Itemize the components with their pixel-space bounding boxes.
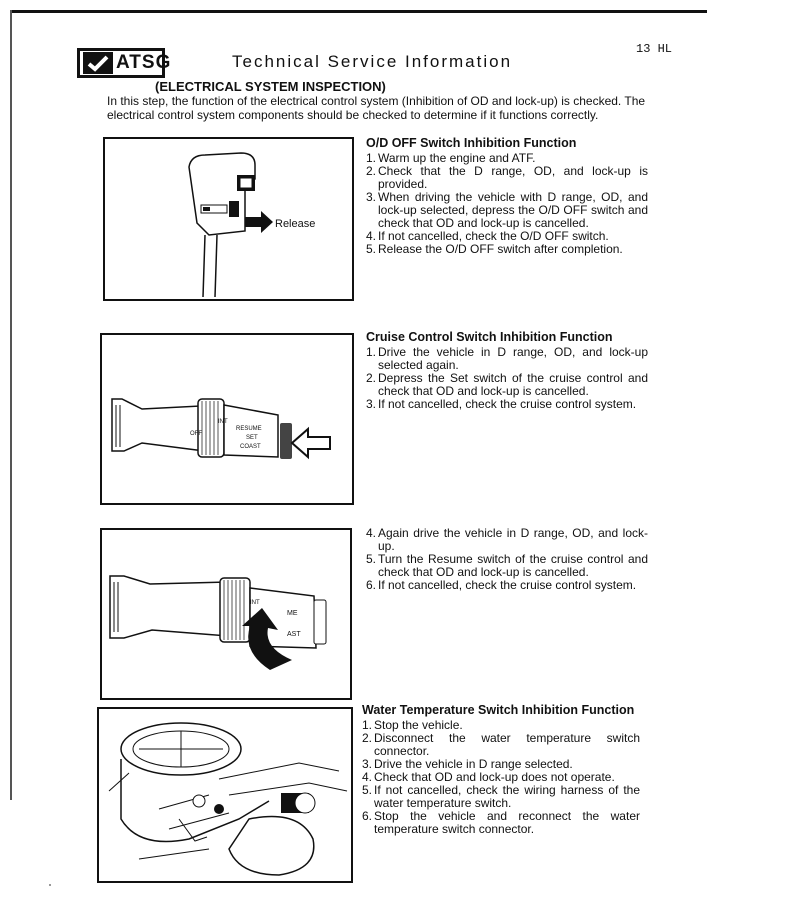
item-text: Stop the vehicle and reconnect the water temperature switch connector. [374,809,640,836]
item-number: 5. [366,552,377,566]
item-text: When driving the vehicle with D range, OD, and lock-up selected, depress the O/D OFF switch and check that OD and lock-up is cancelled. [378,190,648,230]
list-item [366,165,648,191]
list-item [366,579,648,592]
left-rule [10,10,12,800]
item-number: 3. [362,757,373,771]
item-text: Drive the vehicle in D range selected. [374,757,573,771]
item-number: 6. [362,809,373,823]
item-number: 4. [362,770,373,784]
od-off-section [366,137,648,256]
cruise-section [366,331,648,411]
item-text: If not cancelled, check the O/D OFF switch. [378,229,609,243]
cruise-resume-section [366,527,648,592]
cruise2-labels [287,607,301,641]
item-text: Turn the Resume switch of the cruise control and check that OD and lock-up is cancelled. [378,552,648,579]
intro-paragraph: In this step, the function of the electrical control system (Inhibition of OD and lock-up) is checked. The electrical control system components should be checked to determine if it functions correctly. [107,94,646,122]
item-text: If not cancelled, check the cruise control system. [378,578,637,592]
list-item [362,784,640,810]
int-label-2: INT [250,600,260,606]
item-text: Depress the Set switch of the cruise control and check that OD and lock-up is cancelled. [378,371,648,398]
cruise-switch-labels [236,425,262,452]
item-text: If not cancelled, check the cruise control system. [378,397,637,411]
section-title: (ELECTRICAL SYSTEM INSPECTION) [155,79,386,94]
scan-speck [49,884,51,886]
cruise-set-figure [100,333,354,505]
list-item [362,732,640,758]
page-title: Technical Service Information [232,52,513,71]
resume-label: RESUME [236,426,262,432]
int-label: INT [218,419,228,425]
item-number: 1. [362,718,373,732]
list-item [366,243,648,256]
item-number: 2. [366,371,377,385]
item-text: Release the O/D OFF switch after completion. [378,242,623,256]
item-number: 1. [366,345,377,359]
item-number: 4. [366,526,377,540]
list-item [366,346,648,372]
item-text: Drive the vehicle in D range, OD, and lock-up selected again. [378,345,648,372]
top-rule [10,10,707,13]
page-number: 13 HL [636,42,673,56]
logo-text: ATSG [116,52,172,73]
cruise-resume-illustration [102,530,350,698]
me-label: ME [287,610,298,617]
item-text: Check that OD and lock-up does not operate. [374,770,615,784]
list-item [366,553,648,579]
checkmark-icon [83,52,113,74]
engine-illustration [99,709,351,881]
set-label: SET [246,435,258,441]
item-number: 5. [366,242,377,256]
release-label: Release [275,218,316,230]
coast-label: COAST [240,444,261,450]
atsg-logo [77,48,172,78]
item-number: 3. [366,190,377,204]
svg-text:OFF: OFF [190,431,202,437]
cruise-title: Cruise Control Switch Inhibition Function [366,330,613,344]
item-text: Again drive the vehicle in D range, OD, and lock-up. [378,526,648,553]
list-item [366,372,648,398]
od-switch-figure [103,137,354,301]
item-text: Warm up the engine and ATF. [378,151,536,165]
water-temp-section [362,704,640,836]
item-number: 3. [366,397,377,411]
item-number: 2. [366,164,377,178]
item-number: 1. [366,151,377,165]
ast-label: AST [287,631,301,638]
item-text: If not cancelled, check the wiring harness of the water temperature switch. [374,783,640,810]
list-item [366,191,648,230]
water-temp-title: Water Temperature Switch Inhibition Function [362,703,635,717]
cruise-resume-figure [100,528,352,700]
item-text: Stop the vehicle. [374,718,463,732]
list-item [366,527,648,553]
engine-figure [97,707,353,883]
list-item [366,398,648,411]
item-number: 5. [362,783,373,797]
item-text: Check that the D range, OD, and lock-up is provided. [378,164,648,191]
od-off-title: O/D OFF Switch Inhibition Function [366,136,577,150]
item-number: 4. [366,229,377,243]
item-number: 6. [366,578,377,592]
item-number: 2. [362,731,373,745]
list-item [362,810,640,836]
item-text: Disconnect the water temperature switch connector. [374,731,640,758]
